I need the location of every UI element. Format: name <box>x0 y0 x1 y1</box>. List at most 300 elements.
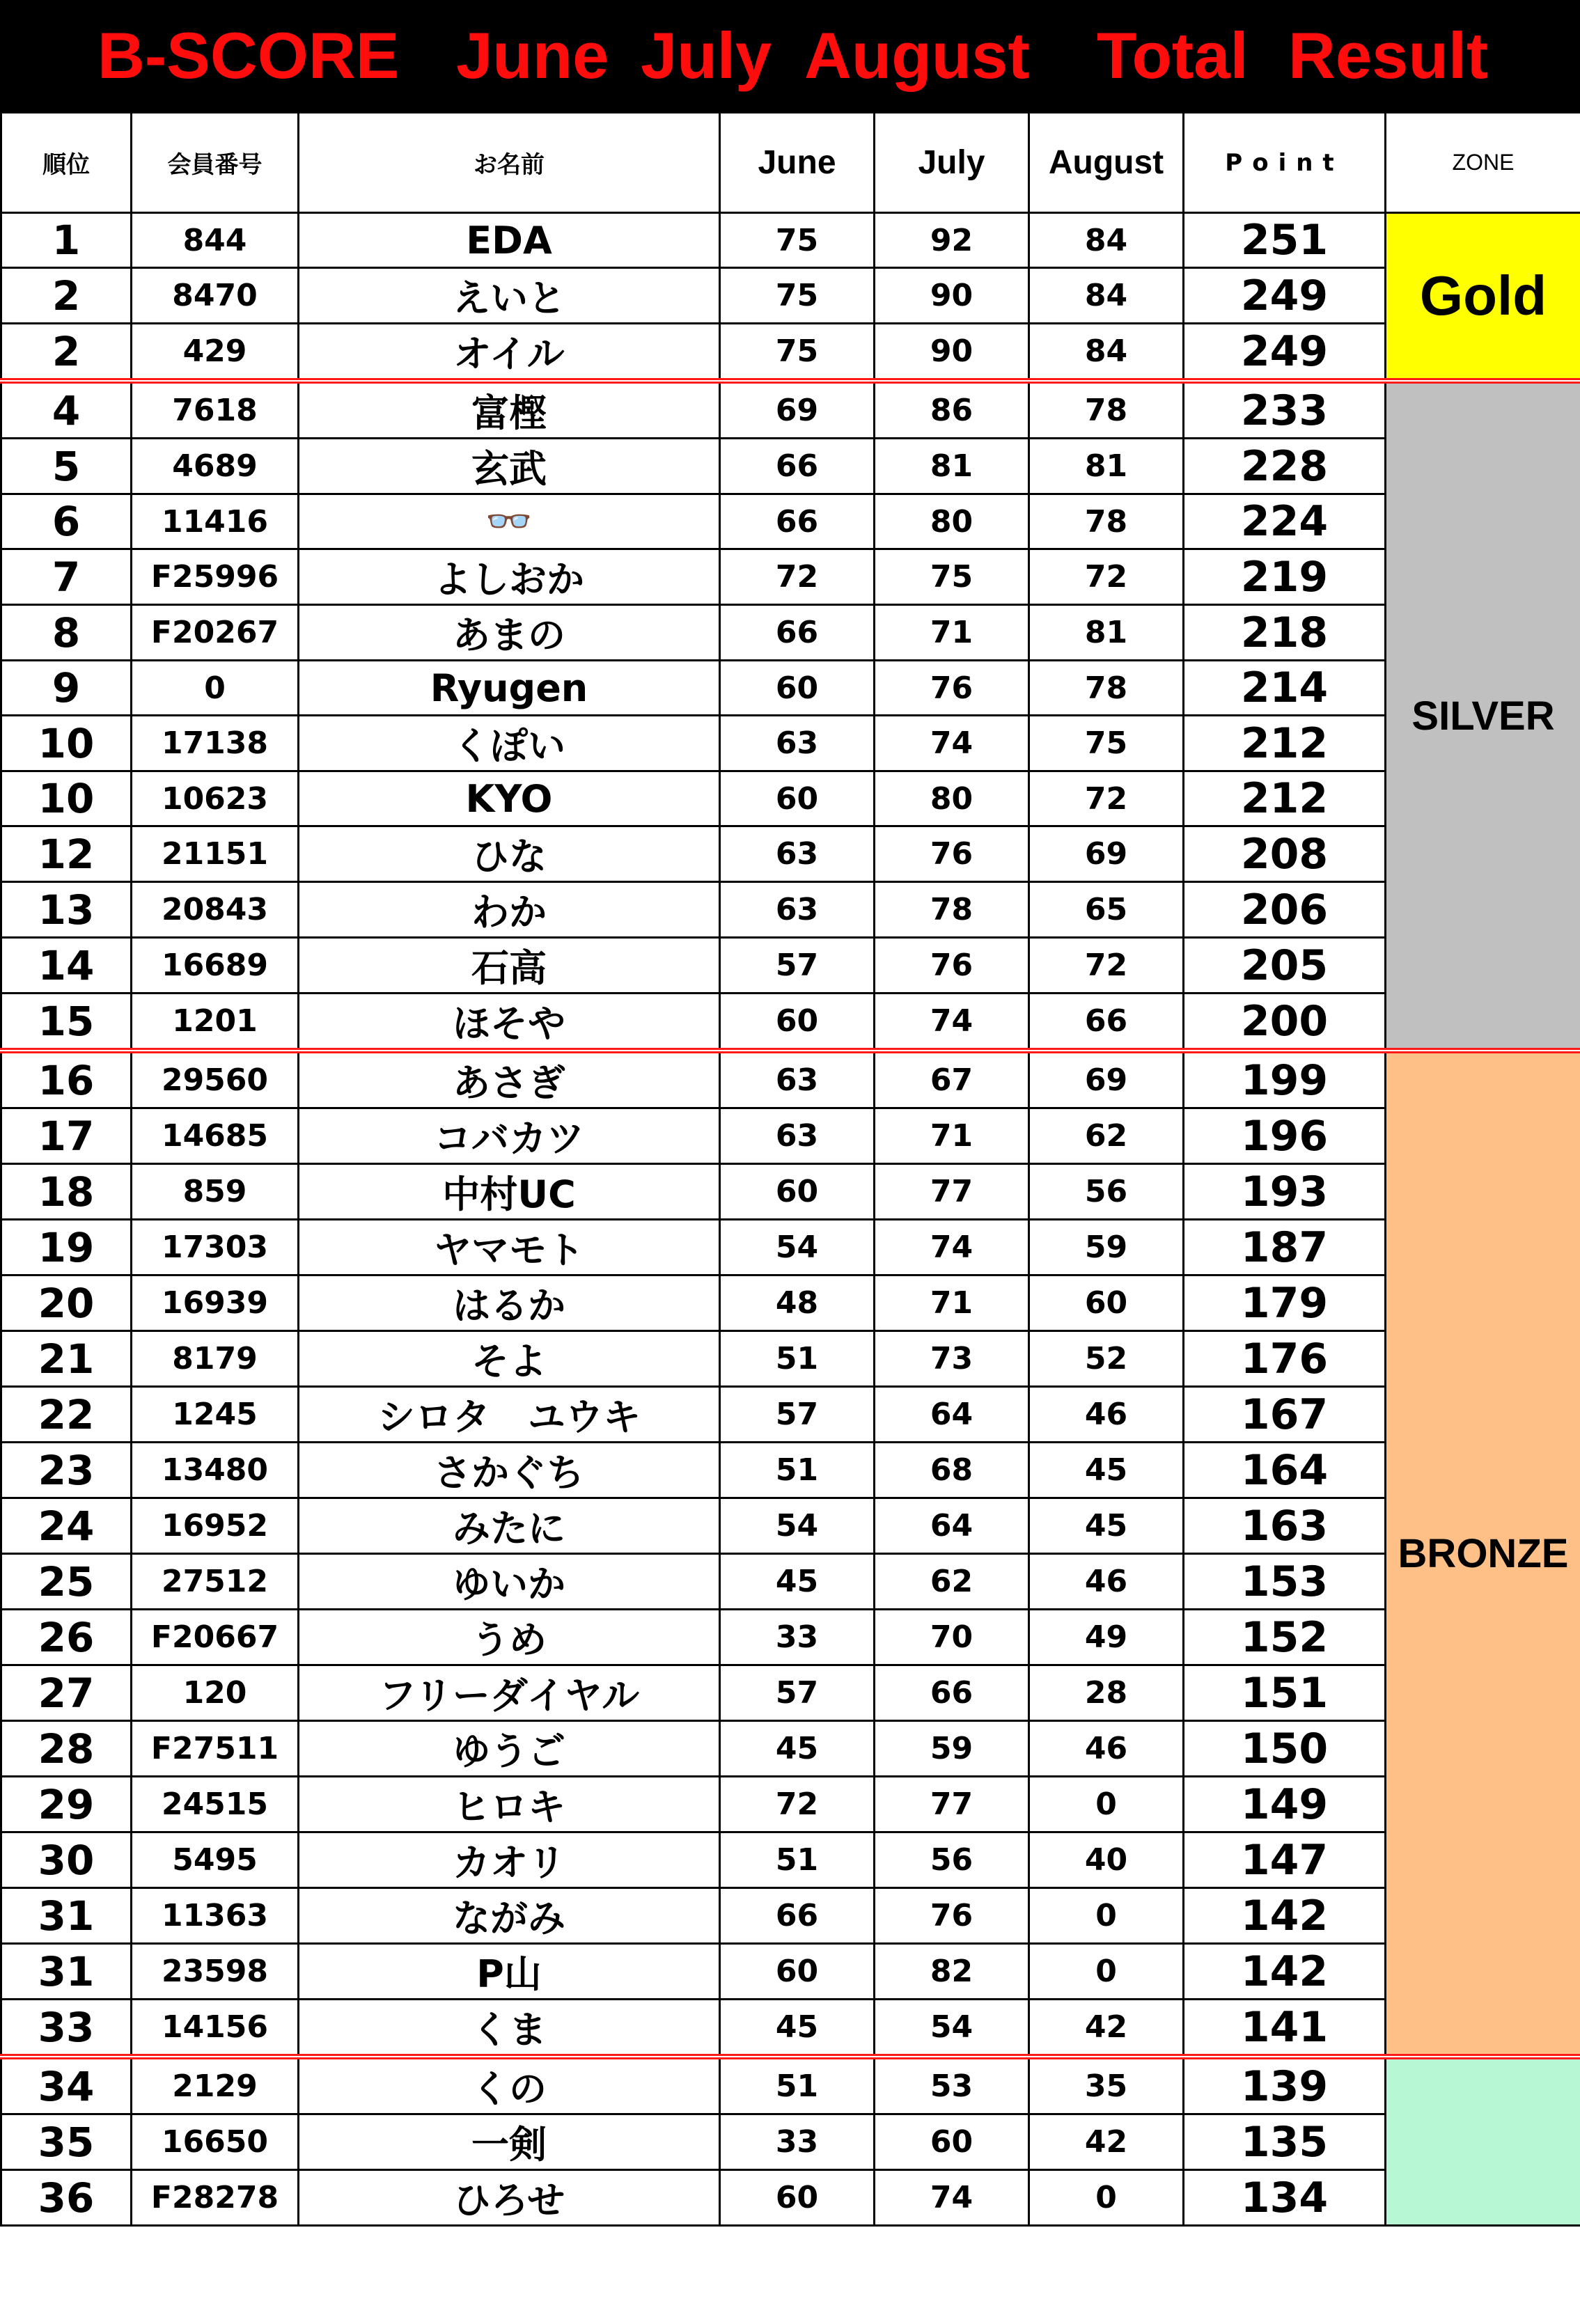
header-july: July <box>875 113 1029 213</box>
header-row <box>1 113 1580 213</box>
point-cell: 152 <box>1184 1610 1386 1665</box>
table-row <box>1 1051 1580 1108</box>
august-score-cell: 69 <box>1029 826 1184 882</box>
august-score-cell: 42 <box>1029 2000 1184 2057</box>
score-table <box>0 111 1580 2227</box>
july-score-cell: 92 <box>875 213 1029 268</box>
member-no-cell: 29560 <box>132 1051 299 1108</box>
member-no-cell: 24515 <box>132 1777 299 1832</box>
member-no-cell: 20843 <box>132 882 299 938</box>
june-score-cell: 66 <box>720 494 875 549</box>
header-member-no: 会員番号 <box>132 113 299 213</box>
name-cell: 玄武 <box>299 439 720 494</box>
june-score-cell: 63 <box>720 716 875 771</box>
july-score-cell: 59 <box>875 1721 1029 1777</box>
august-score-cell: 84 <box>1029 213 1184 268</box>
name-cell: ながみ <box>299 1888 720 1944</box>
name-cell: 👓 <box>299 494 720 549</box>
june-score-cell: 66 <box>720 605 875 661</box>
name-cell: くの <box>299 2057 720 2114</box>
member-no-cell: 16939 <box>132 1275 299 1331</box>
rank-cell: 31 <box>1 1944 132 2000</box>
rank-cell: 25 <box>1 1554 132 1610</box>
member-no-cell: 0 <box>132 661 299 716</box>
name-cell: Ryugen <box>299 661 720 716</box>
header-august: August <box>1029 113 1184 213</box>
july-score-cell: 76 <box>875 938 1029 994</box>
name-cell: くま <box>299 2000 720 2057</box>
june-score-cell: 66 <box>720 439 875 494</box>
header-rank: 順位 <box>1 113 132 213</box>
name-cell: 中村UC <box>299 1164 720 1220</box>
member-no-cell: 5495 <box>132 1832 299 1888</box>
member-no-cell: 8179 <box>132 1331 299 1387</box>
member-no-cell: 8470 <box>132 268 299 324</box>
august-score-cell: 45 <box>1029 1498 1184 1554</box>
member-no-cell: 13480 <box>132 1443 299 1498</box>
june-score-cell: 60 <box>720 1944 875 2000</box>
name-cell: シロタ ユウキ <box>299 1387 720 1443</box>
table-row <box>1 2000 1580 2057</box>
august-score-cell: 65 <box>1029 882 1184 938</box>
table-row <box>1 1443 1580 1498</box>
member-no-cell: 16952 <box>132 1498 299 1554</box>
member-no-cell: 10623 <box>132 771 299 826</box>
name-cell: あまの <box>299 605 720 661</box>
june-score-cell: 60 <box>720 2170 875 2226</box>
point-cell: 249 <box>1184 324 1386 382</box>
august-score-cell: 46 <box>1029 1554 1184 1610</box>
august-score-cell: 81 <box>1029 439 1184 494</box>
member-no-cell: F20267 <box>132 605 299 661</box>
table-row <box>1 1888 1580 1944</box>
june-score-cell: 57 <box>720 1387 875 1443</box>
table-row <box>1 1665 1580 1721</box>
july-score-cell: 76 <box>875 661 1029 716</box>
table-row <box>1 938 1580 994</box>
table-row <box>1 2170 1580 2226</box>
member-no-cell: 17138 <box>132 716 299 771</box>
name-cell: カオリ <box>299 1832 720 1888</box>
july-score-cell: 78 <box>875 882 1029 938</box>
june-score-cell: 63 <box>720 1051 875 1108</box>
table-row <box>1 213 1580 268</box>
point-cell: 206 <box>1184 882 1386 938</box>
table-row <box>1 381 1580 439</box>
june-score-cell: 63 <box>720 882 875 938</box>
name-cell: フリーダイヤル <box>299 1665 720 1721</box>
june-score-cell: 75 <box>720 324 875 382</box>
august-score-cell: 28 <box>1029 1665 1184 1721</box>
name-cell: うめ <box>299 1610 720 1665</box>
rank-cell: 31 <box>1 1888 132 1944</box>
july-score-cell: 77 <box>875 1164 1029 1220</box>
july-score-cell: 56 <box>875 1832 1029 1888</box>
name-cell: コバカツ <box>299 1108 720 1164</box>
point-cell: 139 <box>1184 2057 1386 2114</box>
name-cell: ほそや <box>299 994 720 1051</box>
july-score-cell: 74 <box>875 2170 1029 2226</box>
july-score-cell: 67 <box>875 1051 1029 1108</box>
june-score-cell: 51 <box>720 1331 875 1387</box>
member-no-cell: F20667 <box>132 1610 299 1665</box>
rank-cell: 15 <box>1 994 132 1051</box>
rank-cell: 28 <box>1 1721 132 1777</box>
member-no-cell: 120 <box>132 1665 299 1721</box>
table-row <box>1 1108 1580 1164</box>
member-no-cell: 14685 <box>132 1108 299 1164</box>
rank-cell: 29 <box>1 1777 132 1832</box>
july-score-cell: 76 <box>875 1888 1029 1944</box>
rank-cell: 30 <box>1 1832 132 1888</box>
point-cell: 251 <box>1184 213 1386 268</box>
rank-cell: 4 <box>1 381 132 439</box>
header-june: June <box>720 113 875 213</box>
table-row <box>1 1832 1580 1888</box>
rank-cell: 2 <box>1 324 132 382</box>
table-row <box>1 268 1580 324</box>
table-row <box>1 771 1580 826</box>
point-cell: 233 <box>1184 381 1386 439</box>
rank-cell: 10 <box>1 716 132 771</box>
rank-cell: 35 <box>1 2114 132 2170</box>
july-score-cell: 64 <box>875 1387 1029 1443</box>
name-cell: 一剣 <box>299 2114 720 2170</box>
rank-cell: 5 <box>1 439 132 494</box>
rank-cell: 9 <box>1 661 132 716</box>
july-score-cell: 74 <box>875 994 1029 1051</box>
point-cell: 208 <box>1184 826 1386 882</box>
rank-cell: 18 <box>1 1164 132 1220</box>
name-cell: ひろせ <box>299 2170 720 2226</box>
june-score-cell: 51 <box>720 1443 875 1498</box>
name-cell: ヤマモト <box>299 1220 720 1275</box>
august-score-cell: 60 <box>1029 1275 1184 1331</box>
name-cell: みたに <box>299 1498 720 1554</box>
point-cell: 212 <box>1184 771 1386 826</box>
point-cell: 214 <box>1184 661 1386 716</box>
table-row <box>1 324 1580 382</box>
june-score-cell: 48 <box>720 1275 875 1331</box>
july-score-cell: 71 <box>875 1275 1029 1331</box>
june-score-cell: 63 <box>720 826 875 882</box>
august-score-cell: 62 <box>1029 1108 1184 1164</box>
rank-cell: 6 <box>1 494 132 549</box>
rank-cell: 33 <box>1 2000 132 2057</box>
header-name: お名前 <box>299 113 720 213</box>
member-no-cell: 844 <box>132 213 299 268</box>
member-no-cell: F28278 <box>132 2170 299 2226</box>
table-row <box>1 1721 1580 1777</box>
july-score-cell: 71 <box>875 1108 1029 1164</box>
point-cell: 196 <box>1184 1108 1386 1164</box>
june-score-cell: 45 <box>720 2000 875 2057</box>
title-result: Result <box>1288 19 1489 92</box>
member-no-cell: 4689 <box>132 439 299 494</box>
rank-cell: 16 <box>1 1051 132 1108</box>
member-no-cell: 16689 <box>132 938 299 994</box>
rank-cell: 21 <box>1 1331 132 1387</box>
june-score-cell: 63 <box>720 1108 875 1164</box>
name-cell: わか <box>299 882 720 938</box>
rank-cell: 17 <box>1 1108 132 1164</box>
table-row <box>1 882 1580 938</box>
point-cell: 149 <box>1184 1777 1386 1832</box>
table-row <box>1 1164 1580 1220</box>
rank-cell: 23 <box>1 1443 132 1498</box>
june-score-cell: 51 <box>720 1832 875 1888</box>
zone-silver: SILVER <box>1386 381 1580 1051</box>
title-bscore: B-SCORE <box>97 19 400 92</box>
table-row <box>1 716 1580 771</box>
july-score-cell: 70 <box>875 1610 1029 1665</box>
table-row <box>1 1498 1580 1554</box>
point-cell: 142 <box>1184 1944 1386 2000</box>
member-no-cell: 2129 <box>132 2057 299 2114</box>
july-score-cell: 53 <box>875 2057 1029 2114</box>
name-cell: 富樫 <box>299 381 720 439</box>
name-cell: EDA <box>299 213 720 268</box>
table-row <box>1 1554 1580 1610</box>
point-cell: 199 <box>1184 1051 1386 1108</box>
point-cell: 134 <box>1184 2170 1386 2226</box>
july-score-cell: 74 <box>875 1220 1029 1275</box>
august-score-cell: 84 <box>1029 324 1184 382</box>
point-cell: 205 <box>1184 938 1386 994</box>
name-cell: ゆいか <box>299 1554 720 1610</box>
july-score-cell: 75 <box>875 549 1029 605</box>
june-score-cell: 57 <box>720 938 875 994</box>
table-row <box>1 1275 1580 1331</box>
july-score-cell: 76 <box>875 826 1029 882</box>
august-score-cell: 66 <box>1029 994 1184 1051</box>
point-cell: 200 <box>1184 994 1386 1051</box>
name-cell: さかぐち <box>299 1443 720 1498</box>
july-score-cell: 62 <box>875 1554 1029 1610</box>
point-cell: 228 <box>1184 439 1386 494</box>
june-score-cell: 51 <box>720 2057 875 2114</box>
name-cell: ひな <box>299 826 720 882</box>
august-score-cell: 0 <box>1029 1777 1184 1832</box>
june-score-cell: 45 <box>720 1554 875 1610</box>
point-cell: 219 <box>1184 549 1386 605</box>
point-cell: 167 <box>1184 1387 1386 1443</box>
table-row <box>1 2057 1580 2114</box>
august-score-cell: 46 <box>1029 1387 1184 1443</box>
name-cell: P山 <box>299 1944 720 2000</box>
name-cell: KYO <box>299 771 720 826</box>
august-score-cell: 42 <box>1029 2114 1184 2170</box>
august-score-cell: 45 <box>1029 1443 1184 1498</box>
member-no-cell: F27511 <box>132 1721 299 1777</box>
name-cell: くぽい <box>299 716 720 771</box>
rank-cell: 24 <box>1 1498 132 1554</box>
august-score-cell: 49 <box>1029 1610 1184 1665</box>
member-no-cell: 16650 <box>132 2114 299 2170</box>
point-cell: 153 <box>1184 1554 1386 1610</box>
july-score-cell: 54 <box>875 2000 1029 2057</box>
june-score-cell: 33 <box>720 1610 875 1665</box>
june-score-cell: 54 <box>720 1498 875 1554</box>
member-no-cell: 11416 <box>132 494 299 549</box>
june-score-cell: 75 <box>720 268 875 324</box>
june-score-cell: 57 <box>720 1665 875 1721</box>
member-no-cell: 14156 <box>132 2000 299 2057</box>
table-row <box>1 661 1580 716</box>
june-score-cell: 75 <box>720 213 875 268</box>
rank-cell: 34 <box>1 2057 132 2114</box>
table-row <box>1 605 1580 661</box>
title-june: June <box>456 19 609 92</box>
member-no-cell: 27512 <box>132 1554 299 1610</box>
rank-cell: 12 <box>1 826 132 882</box>
rank-cell: 19 <box>1 1220 132 1275</box>
august-score-cell: 72 <box>1029 771 1184 826</box>
august-score-cell: 46 <box>1029 1721 1184 1777</box>
august-score-cell: 84 <box>1029 268 1184 324</box>
july-score-cell: 86 <box>875 381 1029 439</box>
june-score-cell: 69 <box>720 381 875 439</box>
rank-cell: 13 <box>1 882 132 938</box>
july-score-cell: 90 <box>875 268 1029 324</box>
rank-cell: 22 <box>1 1387 132 1443</box>
point-cell: 187 <box>1184 1220 1386 1275</box>
august-score-cell: 78 <box>1029 661 1184 716</box>
table-row <box>1 1610 1580 1665</box>
rank-cell: 27 <box>1 1665 132 1721</box>
table-row <box>1 1777 1580 1832</box>
table-row <box>1 2114 1580 2170</box>
rank-cell: 20 <box>1 1275 132 1331</box>
zone-bronze: BRONZE <box>1386 1051 1580 2057</box>
table-row <box>1 549 1580 605</box>
table-row <box>1 1220 1580 1275</box>
point-cell: 164 <box>1184 1443 1386 1498</box>
point-cell: 141 <box>1184 2000 1386 2057</box>
august-score-cell: 0 <box>1029 2170 1184 2226</box>
name-cell: よしおか <box>299 549 720 605</box>
august-score-cell: 78 <box>1029 381 1184 439</box>
july-score-cell: 60 <box>875 2114 1029 2170</box>
point-cell: 193 <box>1184 1164 1386 1220</box>
name-cell: ゆうご <box>299 1721 720 1777</box>
name-cell: はるか <box>299 1275 720 1331</box>
member-no-cell: 1245 <box>132 1387 299 1443</box>
august-score-cell: 56 <box>1029 1164 1184 1220</box>
name-cell: 石高 <box>299 938 720 994</box>
rank-cell: 26 <box>1 1610 132 1665</box>
august-score-cell: 72 <box>1029 549 1184 605</box>
june-score-cell: 72 <box>720 1777 875 1832</box>
august-score-cell: 81 <box>1029 605 1184 661</box>
august-score-cell: 72 <box>1029 938 1184 994</box>
point-cell: 176 <box>1184 1331 1386 1387</box>
rank-cell: 7 <box>1 549 132 605</box>
august-score-cell: 40 <box>1029 1832 1184 1888</box>
august-score-cell: 59 <box>1029 1220 1184 1275</box>
july-score-cell: 68 <box>875 1443 1029 1498</box>
august-score-cell: 35 <box>1029 2057 1184 2114</box>
point-cell: 147 <box>1184 1832 1386 1888</box>
rank-cell: 10 <box>1 771 132 826</box>
july-score-cell: 74 <box>875 716 1029 771</box>
july-score-cell: 80 <box>875 494 1029 549</box>
table-row <box>1 826 1580 882</box>
rank-cell: 1 <box>1 213 132 268</box>
august-score-cell: 69 <box>1029 1051 1184 1108</box>
august-score-cell: 0 <box>1029 1944 1184 2000</box>
july-score-cell: 82 <box>875 1944 1029 2000</box>
july-score-cell: 90 <box>875 324 1029 382</box>
member-no-cell: 1201 <box>132 994 299 1051</box>
table-row <box>1 494 1580 549</box>
july-score-cell: 64 <box>875 1498 1029 1554</box>
june-score-cell: 72 <box>720 549 875 605</box>
table-row <box>1 439 1580 494</box>
member-no-cell: 7618 <box>132 381 299 439</box>
rank-cell: 14 <box>1 938 132 994</box>
june-score-cell: 33 <box>720 2114 875 2170</box>
table-row <box>1 994 1580 1051</box>
august-score-cell: 75 <box>1029 716 1184 771</box>
july-score-cell: 66 <box>875 1665 1029 1721</box>
august-score-cell: 52 <box>1029 1331 1184 1387</box>
point-cell: 163 <box>1184 1498 1386 1554</box>
june-score-cell: 60 <box>720 661 875 716</box>
point-cell: 218 <box>1184 605 1386 661</box>
table-row <box>1 1944 1580 2000</box>
name-cell: オイル <box>299 324 720 382</box>
july-score-cell: 71 <box>875 605 1029 661</box>
title-total: Total <box>1097 19 1249 92</box>
point-cell: 142 <box>1184 1888 1386 1944</box>
july-score-cell: 73 <box>875 1331 1029 1387</box>
zone-unranked <box>1386 2057 1580 2226</box>
score-rows <box>1 213 1580 2226</box>
rank-cell: 36 <box>1 2170 132 2226</box>
title-july: July <box>641 19 772 92</box>
member-no-cell: 11363 <box>132 1888 299 1944</box>
june-score-cell: 60 <box>720 771 875 826</box>
point-cell: 151 <box>1184 1665 1386 1721</box>
name-cell: あさぎ <box>299 1051 720 1108</box>
point-cell: 135 <box>1184 2114 1386 2170</box>
zone-gold: Gold <box>1386 213 1580 382</box>
member-no-cell: 21151 <box>132 826 299 882</box>
point-cell: 249 <box>1184 268 1386 324</box>
name-cell: ヒロキ <box>299 1777 720 1832</box>
name-cell: えいと <box>299 268 720 324</box>
member-no-cell: 17303 <box>132 1220 299 1275</box>
june-score-cell: 45 <box>720 1721 875 1777</box>
header-point: Point <box>1184 113 1386 213</box>
member-no-cell: 23598 <box>132 1944 299 2000</box>
point-cell: 150 <box>1184 1721 1386 1777</box>
member-no-cell: 429 <box>132 324 299 382</box>
august-score-cell: 78 <box>1029 494 1184 549</box>
june-score-cell: 66 <box>720 1888 875 1944</box>
title-august: August <box>804 19 1030 92</box>
june-score-cell: 54 <box>720 1220 875 1275</box>
table-row <box>1 1331 1580 1387</box>
point-cell: 224 <box>1184 494 1386 549</box>
member-no-cell: 859 <box>132 1164 299 1220</box>
title-banner <box>0 0 1580 111</box>
july-score-cell: 77 <box>875 1777 1029 1832</box>
rank-cell: 8 <box>1 605 132 661</box>
header-zone: ZONE <box>1386 113 1580 213</box>
rank-cell: 2 <box>1 268 132 324</box>
